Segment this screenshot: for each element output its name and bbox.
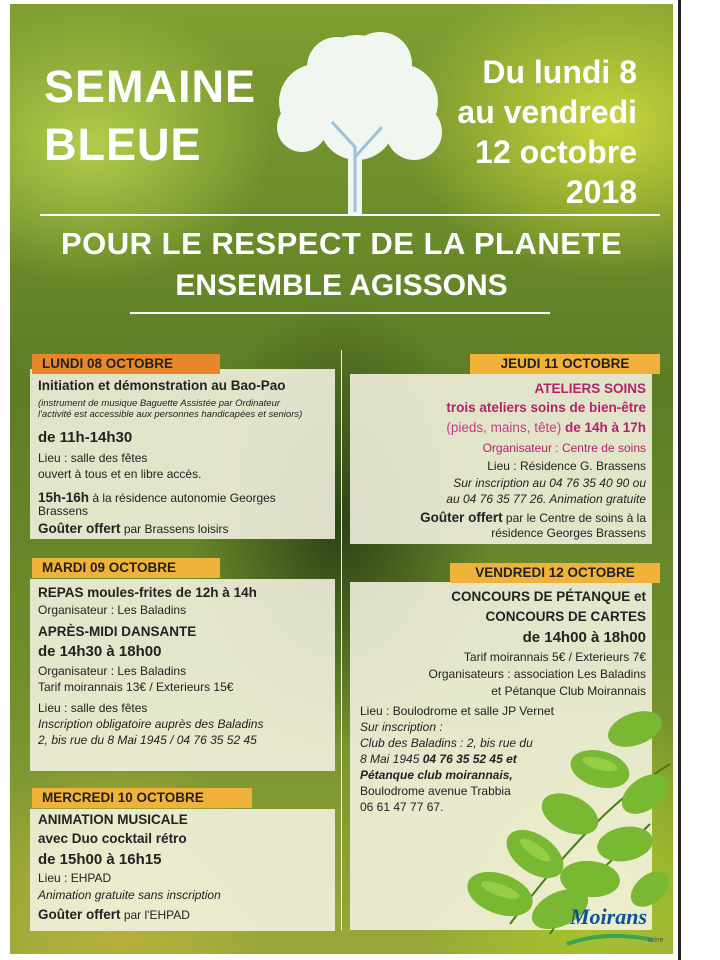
date-line-2: au vendredi xyxy=(457,94,637,130)
vendredi-label: VENDREDI 12 OCTOBRE xyxy=(450,563,660,583)
jeudi-line-5: Lieu : Résidence G. Brassens xyxy=(487,459,646,473)
lundi-time-2: 15h-16h xyxy=(38,490,90,505)
vendredi-line-5: Organisateurs : association Les Baladins xyxy=(428,667,646,681)
lundi-line-6: ouvert à tous et en libre accès. xyxy=(38,467,202,481)
lundi-line-5: Lieu : salle des fêtes xyxy=(38,451,148,465)
mardi-repas-detail: moules-frites de 12h à 14h xyxy=(83,585,257,600)
mardi-line-3: APRÈS-MIDI DANSANTE xyxy=(38,624,197,639)
mardi-line-4: de 14h30 à 18h00 xyxy=(38,643,162,660)
lundi-line-8: Brassens xyxy=(38,504,89,518)
moirans-logo-swoosh-icon xyxy=(565,932,655,948)
jeudi-hours: de 14h à 17h xyxy=(561,420,646,435)
divider-top xyxy=(40,214,660,216)
title-line-2: BLEUE xyxy=(44,119,202,170)
vendredi-phone-1: 04 76 35 52 45 et xyxy=(419,752,517,766)
jeudi-line-1: ATELIERS SOINS xyxy=(534,381,646,396)
mercredi-gouter-by: par l'EHPAD xyxy=(120,908,190,922)
vendredi-line-13: 06 61 47 77 67. xyxy=(360,800,444,814)
mardi-line-2: Organisateur : Les Baladins xyxy=(38,603,187,617)
date-line-4: 2018 xyxy=(565,174,637,210)
lundi-gouter: Goûter offert xyxy=(38,521,121,536)
vendredi-line-1: CONCOURS DE PÉTANQUE et xyxy=(451,589,646,604)
mercredi-line-2: avec Duo cocktail rétro xyxy=(38,831,187,846)
mercredi-label: MERCREDI 10 OCTOBRE xyxy=(32,788,252,808)
lundi-line-1: Initiation et démonstration au Bao-Pao xyxy=(38,378,286,393)
lundi-line-9 xyxy=(38,520,229,538)
vendredi-line-4: Tarif moirannais 5€ / Exterieurs 7€ xyxy=(463,650,646,664)
title-line-1: SEMAINE xyxy=(44,61,257,112)
lundi-line-2: (instrument de musique Baguette Assistée par Ordinateur xyxy=(38,398,281,409)
mercredi-line-6 xyxy=(38,906,190,924)
date-line-3: 12 octobre xyxy=(475,134,637,170)
slogan-line-2: ENSEMBLE AGISSONS xyxy=(175,269,508,302)
mardi-label: MARDI 09 OCTOBRE xyxy=(32,558,220,578)
mardi-line-9: 2, bis rue du 8 Mai 1945 / 04 76 35 52 45 xyxy=(38,733,257,747)
vendredi-line-11: Pétanque club moirannais, xyxy=(360,768,513,782)
vendredi-line-6: et Pétanque Club Moirannais xyxy=(491,684,646,698)
event-dates xyxy=(407,52,637,212)
jeudi-gouter: Goûter offert xyxy=(420,510,503,525)
mardi-line-5: Organisateur : Les Baladins xyxy=(38,664,187,678)
jeudi-label: JEUDI 11 OCTOBRE xyxy=(470,354,660,374)
column-divider xyxy=(341,350,342,930)
jeudi-line-8 xyxy=(356,509,646,527)
vendredi-date-address: 8 Mai 1945 xyxy=(360,752,420,766)
lundi-line-4: de 11h-14h30 xyxy=(38,429,133,446)
mercredi-line-1: ANIMATION MUSICALE xyxy=(38,812,188,827)
jeudi-body-parts: (pieds, mains, tête) xyxy=(446,420,562,435)
mercredi-line-3: de 15h00 à 16h15 xyxy=(38,851,162,868)
mardi-repas: REPAS xyxy=(38,585,84,600)
page-edge xyxy=(678,0,681,960)
vendredi-line-7: Lieu : Boulodrome et salle JP Vernet xyxy=(360,704,554,718)
divider-bottom xyxy=(130,312,550,314)
jeudi-line-3 xyxy=(356,420,646,435)
vendredi-line-8: Sur inscription : xyxy=(360,720,443,734)
mardi-line-7: Lieu : salle des fêtes xyxy=(38,701,148,715)
vendredi-line-9: Club des Baladins : 2, bis rue du xyxy=(360,736,533,750)
jeudi-gouter-by: par le Centre de soins à la xyxy=(502,511,646,525)
jeudi-line-4: Organisateur : Centre de soins xyxy=(482,441,646,455)
mardi-line-1 xyxy=(38,584,257,602)
vendredi-line-2: CONCOURS DE CARTES xyxy=(485,609,646,624)
slogan-line-1: POUR LE RESPECT DE LA PLANETE xyxy=(60,226,623,261)
mercredi-gouter: Goûter offert xyxy=(38,907,121,922)
lundi-place-2: à la résidence autonomie Georges xyxy=(89,491,276,505)
jeudi-line-2: trois ateliers soins de bien-être xyxy=(446,400,646,415)
event-title xyxy=(44,58,256,174)
vendredi-line-12: Boulodrome avenue Trabbia xyxy=(360,784,511,798)
jeudi-line-7: au 04 76 35 77 26. Animation gratuite xyxy=(446,492,646,506)
jeudi-line-9: résidence Georges Brassens xyxy=(491,526,646,540)
vendredi-line-3: de 14h00 à 18h00 xyxy=(522,629,646,646)
moirans-logo-sub: Isère xyxy=(648,937,664,944)
mardi-line-6: Tarif moirannais 13€ / Exterieurs 15€ xyxy=(38,680,234,694)
moirans-logo: Moirans xyxy=(570,904,648,929)
lundi-gouter-by: par Brassens loisirs xyxy=(120,522,229,536)
lundi-label: LUNDI 08 OCTOBRE xyxy=(32,354,220,374)
date-line-1: Du lundi 8 xyxy=(482,54,637,90)
poster xyxy=(10,4,673,954)
mardi-line-8: Inscription obligatoire auprès des Baladins xyxy=(38,717,264,731)
jeudi-line-6: Sur inscription au 04 76 35 40 90 ou xyxy=(453,476,646,490)
mercredi-line-4: Lieu : EHPAD xyxy=(38,871,112,885)
lundi-line-3: l'activité est accessible aux personnes handicapées et seniors) xyxy=(38,409,303,420)
mercredi-line-5: Animation gratuite sans inscription xyxy=(38,888,221,902)
